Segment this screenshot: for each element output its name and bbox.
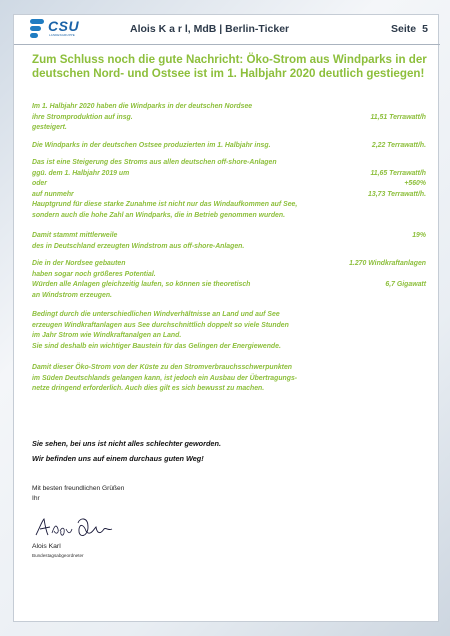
paragraph-grid-expansion [32,363,426,395]
fact-potential [32,259,426,301]
fact-value: 19% [412,232,426,239]
greeting-line: Mit besten freundlichen Grüßen [32,485,125,492]
fact-text: Würden alle Anlagen gleichzeitig laufen, so können sie theoretisch [32,281,251,288]
logo-subtext: LANDESGRUPPE [49,33,75,37]
headline: Zum Schluss noch die gute Nachricht: Öko-Strom aus Windparks in der deutschen Nord- und Ostsee ist im 1. Halbjahr 2020 deutlich gestiegen! [32,53,427,80]
handwritten-signature [32,507,122,547]
fact-value: 13,73 Terrawatt/h. [368,190,426,198]
fact-value: 11,65 Terrawatt/h [370,169,426,177]
fact-text: sondern auch die hohe Zahl an Windparks, die in Betrieb genommen wurden. [32,211,286,219]
fact-value: 2,22 Terrawatt/h. [371,142,426,149]
fact-value: +560% [404,180,426,187]
closing-statement [32,437,426,466]
page-indicator [391,23,428,35]
paragraph-text: erzeugen Windkraftanlagen aus See durchschnittlich doppelt so viele Stunden [32,321,289,329]
fact-text: auf nunmehr [32,190,74,198]
fact-text: des in Deutschland erzeugten Windstrom aus off-shore-Anlagen. [32,242,245,250]
signer-role: Bundestagsabgeordneter [32,553,84,558]
fact-text: gesteigert. [32,124,67,131]
fact-text: Das ist eine Steigerung des Stroms aus allen deutschen off-shore-Anlagen [32,159,277,166]
newsletter-page [13,14,439,622]
fact-text: Die in der Nordsee gebauten [32,260,126,267]
greeting-line: Ihr [32,494,40,502]
fact-baltic [32,141,426,152]
greeting [32,484,232,503]
fact-text: Im 1. Halbjahr 2020 haben die Windparks in der deutschen Nordsee [32,103,253,110]
closing-line: Sie sehen, bei uns ist nicht alles schlechter geworden. [32,439,221,448]
fact-text: haben sogar noch größeres Potential. [32,270,156,278]
logo-text: CSU [48,18,80,34]
paragraph-text: Damit dieser Öko-Strom von der Küste zu den Stromverbrauchsschwerpunkten [32,364,292,371]
page-label: Seite [391,23,417,35]
page-number: 5 [422,23,428,35]
fact-text: oder [32,180,47,187]
closing-line: Wir befinden uns auf einem durchaus guten Weg! [32,453,204,463]
fact-text: ihre Stromproduktion auf insg. [32,113,133,121]
paragraph-text: im Jahr Strom wie Windkraftanalgen an Land. [32,332,182,339]
page-header [14,15,440,45]
paragraph-text: netze dringend erforderlich. Auch dies gilt es sich bewusst zu machen. [32,385,265,392]
fact-text: an Windstrom erzeugen. [32,291,112,299]
fact-value: 6,7 Gigawatt [385,281,426,288]
fact-increase [32,158,426,221]
fact-value: 11,51 Terrawatt/h [370,113,426,121]
fact-text: Damit stammt mittlerweile [32,232,118,239]
paragraph-wind-hours [32,310,426,352]
fact-text: Die Windparks in der deutschen Ostsee produzierten im 1. Halbjahr insg. [32,142,271,149]
paragraph-text: im Süden Deutschlands gelangen kann, ist jedoch ein Ausbau der Übertragungs- [32,374,298,382]
fact-text: ggü. dem 1. Halbjahr 2019 um [32,169,130,177]
paragraph-text: Bedingt durch die unterschiedlichen Windverhältnisse an Land und auf See [32,311,280,318]
fact-text: Hauptgrund für diese starke Zunahme ist nicht nur das Windaufkommen auf See, [32,201,298,208]
csu-logo [30,18,90,42]
fact-northsea [32,102,426,134]
paragraph-text: Sie sind deshalb ein wichtiger Baustein für das Gelingen der Energiewende. [32,342,281,350]
fact-share [32,231,426,252]
signer-name: Alois Karl [32,543,61,550]
fact-value: 1.270 Windkraftanlagen [349,260,426,267]
header-title: Alois K a r l, MdB | Berlin-Ticker [130,23,290,35]
